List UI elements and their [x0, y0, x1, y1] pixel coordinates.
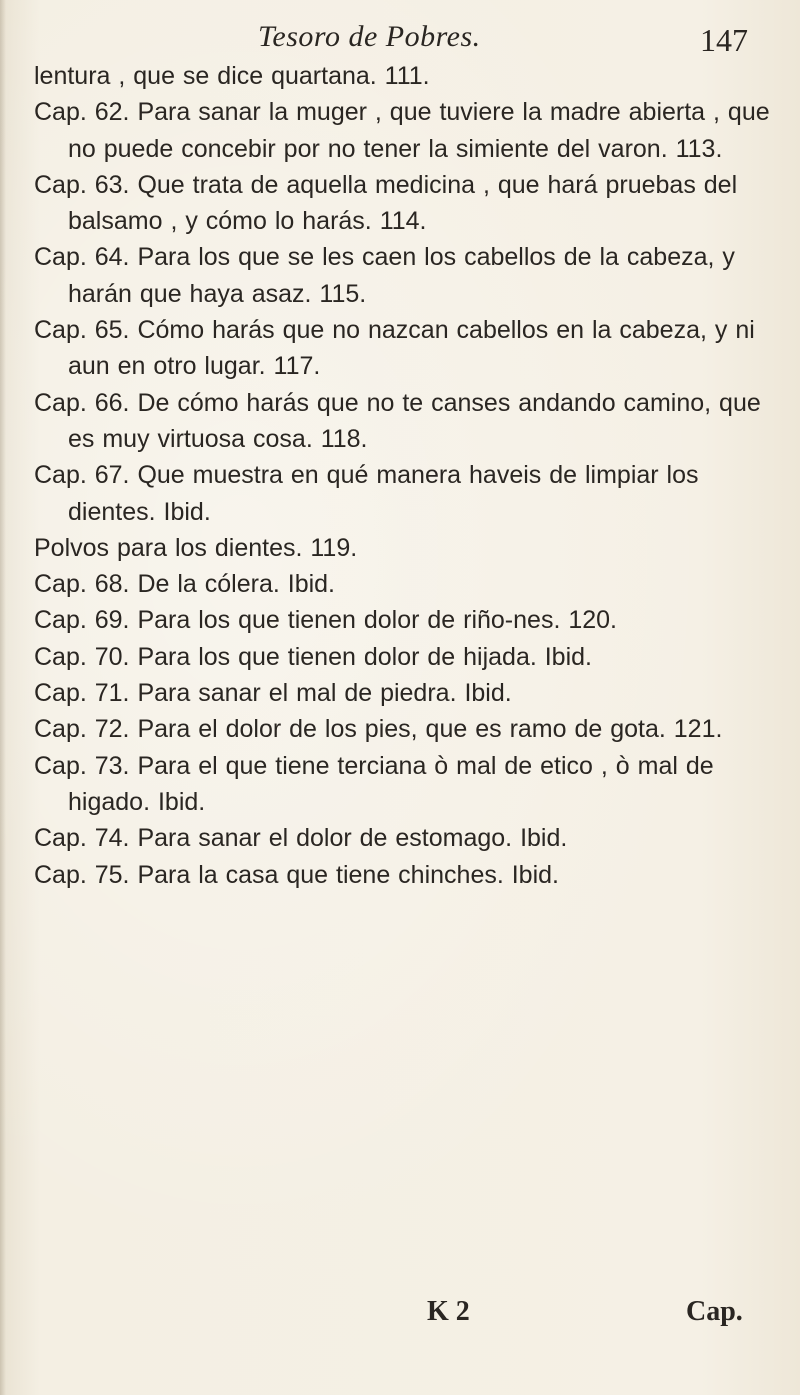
running-title: Tesoro de Pobres. [258, 20, 481, 53]
toc-entry: Cap. 75. Para la casa que tiene chinches. Ibid. [34, 860, 559, 889]
toc-entry: Polvos para los dientes. 119. [34, 533, 358, 562]
toc-entry: Cap. 67. Que muestra en qué manera haveis de limpiar los dientes. Ibid. [34, 461, 699, 526]
toc-entry: Cap. 69. Para los que tienen dolor de riño-nes. 120. [34, 606, 617, 635]
page-footer [0, 1296, 800, 1336]
toc-entry: Cap. 64. Para los que se les caen los cabellos de la cabeza, y harán que haya asaz. 115. [34, 243, 735, 308]
toc-entry: Cap. 73. Para el que tiene terciana ò mal de etico , ò mal de higado. Ibid. [34, 751, 714, 816]
signature-mark: K 2 [427, 1296, 470, 1327]
page-number: 147 [700, 22, 748, 58]
catchword: Cap. [686, 1296, 743, 1327]
toc-entry: Cap. 68. De la cólera. Ibid. [34, 570, 335, 599]
page-gutter-shadow [0, 0, 6, 1395]
toc-entry: Cap. 70. Para los que tienen dolor de hijada. Ibid. [34, 642, 592, 671]
page-header [0, 14, 800, 64]
toc-entry: Cap. 66. De cómo harás que no te canses andando camino, que es muy virtuosa cosa. 118. [34, 388, 761, 453]
toc-entry: Cap. 74. Para sanar el dolor de estomago. Ibid. [34, 824, 568, 853]
toc-entry: Cap. 63. Que trata de aquella medicina , que hará pruebas del balsamo , y cómo lo harás. 114. [34, 170, 738, 236]
toc-entry: Cap. 71. Para sanar el mal de piedra. Ibid. [34, 679, 512, 708]
toc-entry: Cap. 62. Para sanar la muger , que tuviere la madre abierta , que no puede concebir por no tener la simiente del varon. 113. [34, 98, 770, 163]
table-of-contents-list [34, 58, 782, 893]
toc-entry: lentura , que se dice quartana. 111. [34, 62, 430, 90]
toc-entry: Cap. 72. Para el dolor de los pies, que es ramo de gota. 121. [34, 715, 723, 744]
toc-entry: Cap. 65. Cómo harás que no nazcan cabellos en la cabeza, y ni aun en otro lugar. 117. [34, 316, 755, 381]
